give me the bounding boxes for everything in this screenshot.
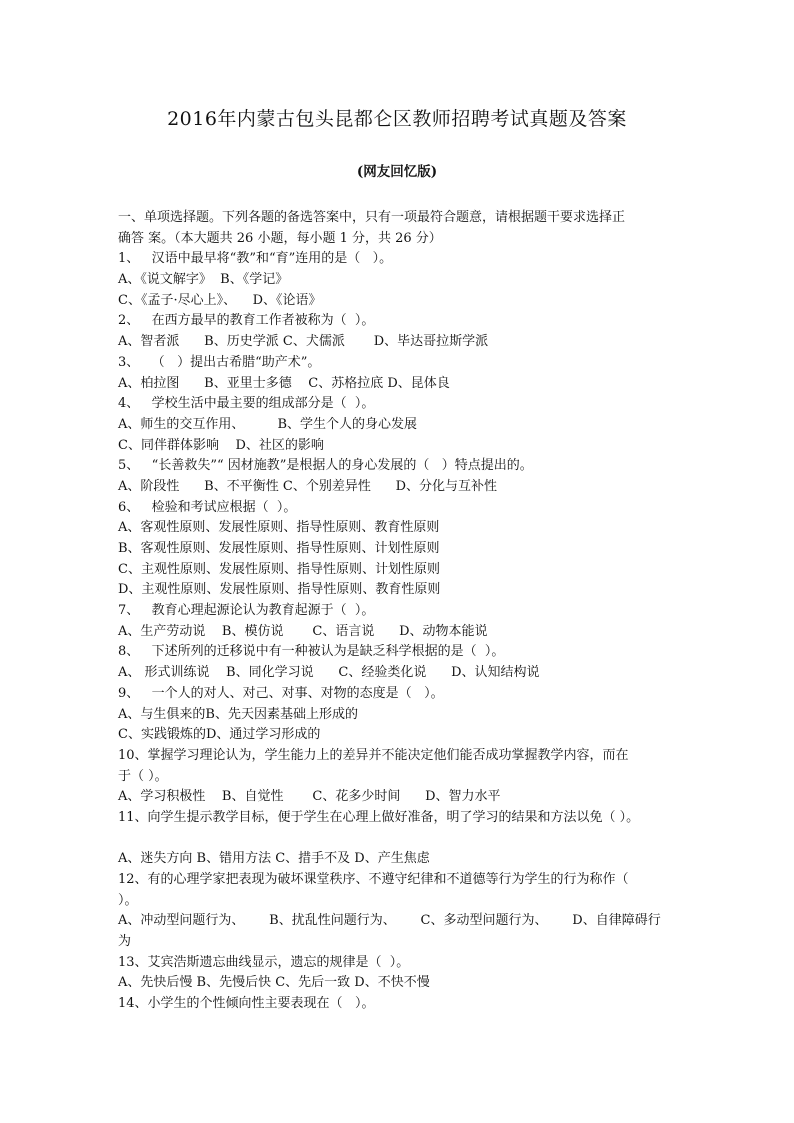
- blank-line: [118, 829, 688, 850]
- text-line: A、 形式训练说 B、同化学习说 C、经验类化说 D、认知结构说: [118, 665, 540, 681]
- text-line: A、冲动型问题行为、 B、扰乱性问题行为、 C、多动型问题行为、 D、自律障碍行: [118, 913, 661, 929]
- text-line: 6、 检验和考试应根据（ ）。: [118, 499, 297, 515]
- text-line: A、柏拉图 B、亚里士多德 C、苏格拉底 D、昆体良: [118, 375, 450, 391]
- text-line: 4、 学校生活中最主要的组成部分是（ ）。: [118, 396, 375, 412]
- page-title: 2016年内蒙古包头昆都仑区教师招聘考试真题及答案: [167, 108, 627, 130]
- text-line: 10、掌握学习理论认为，学生能力上的差异并不能决定他们能否成功掌握教学内容，而在: [118, 747, 629, 763]
- text-line: A、师生的交互作用、 B、学生个人的身心发展: [118, 416, 418, 432]
- text-line: 3、 （ ）提出古希腊“助产术”。: [118, 354, 321, 370]
- text-line: 2、 在西方最早的教育工作者被称为（ ）。: [118, 313, 375, 329]
- text-line: 12、有的心理学家把表现为破坏课堂秩序、不遵守纪律和不道德等行为学生的行为称作（: [118, 872, 629, 887]
- text-line: A、生产劳动说 B、模仿说 C、语言说 D、动物本能说: [118, 623, 488, 639]
- text-line: C、实践锻炼的D、通过学习形成的: [118, 727, 321, 743]
- text-line: 14、小学生的个性倾向性主要表现在（ ）。: [118, 996, 375, 1012]
- text-line: C、同伴群体影响 D、社区的影响: [118, 437, 324, 453]
- text-line: C、《孟子·尽心上》、 D、《论语》: [118, 292, 322, 308]
- text-line: B、客观性原则、发展性原则、指导性原则、计划性原则: [118, 541, 440, 556]
- text-line: A、客观性原则、发展性原则、指导性原则、教育性原则: [118, 520, 440, 536]
- text-line: A、学习积极性 B、自觉性 C、花多少时间 D、智力水平: [118, 789, 501, 805]
- text-line: 确答 案。（本大题共 26 小题，每小题 1 分，共 26 分）: [118, 230, 442, 246]
- text-line: 9、 一个人的对人、对己、对事、对物的态度是（ ）。: [118, 685, 444, 701]
- text-line: A、先快后慢 B、先慢后快 C、先后一致 D、不快不慢: [118, 975, 430, 991]
- text-line: 为: [118, 934, 132, 950]
- page-subtitle: (网友回忆版): [356, 164, 438, 180]
- text-line: ）。: [118, 892, 138, 908]
- text-line: D、主观性原则、发展性原则、指导性原则、教育性原则: [118, 582, 441, 598]
- text-line: 一、单项选择题。下列各题的备选答案中，只有一项最符合题意，请根据题干要求选择正: [118, 210, 626, 225]
- text-line: 7、 教育心理起源论认为教育起源于（ ）。: [118, 603, 375, 619]
- exam-body: [118, 208, 688, 1015]
- text-line: A、阶段性 B、不平衡性 C、个别差异性 D、分化与互补性: [118, 478, 498, 494]
- text-line: A、《说文解字》 B、《学记》: [118, 272, 289, 288]
- text-line: 于（ ）。: [118, 768, 168, 784]
- text-line: 5、 “长善救失”“ 因材施教”是根据人的身心发展的（ ）特点提出的。: [118, 458, 533, 474]
- text-line: C、主观性原则、发展性原则、指导性原则、计划性原则: [118, 561, 440, 577]
- text-line: A、与生俱来的B、先天因素基础上形成的: [118, 706, 358, 722]
- text-line: 1、 汉语中最早将“教”和“育”连用的是（ ）。: [118, 251, 393, 267]
- text-line: 13、艾宾浩斯遗忘曲线显示，遗忘的规律是（ ）。: [118, 954, 410, 970]
- text-line: 8、 下述所列的迁移说中有一种被认为是缺乏科学根据的是（ ）。: [118, 644, 505, 660]
- text-line: A、智者派 B、历史学派 C、犬儒派 D、毕达哥拉斯学派: [118, 334, 489, 350]
- text-line: A、迷失方向 B、错用方法 C、措手不及 D、产生焦虑: [118, 851, 430, 867]
- text-line: 11、向学生提示教学目标，便于学生在心理上做好准备，明了学习的结果和方法以免（ ）。: [118, 809, 640, 825]
